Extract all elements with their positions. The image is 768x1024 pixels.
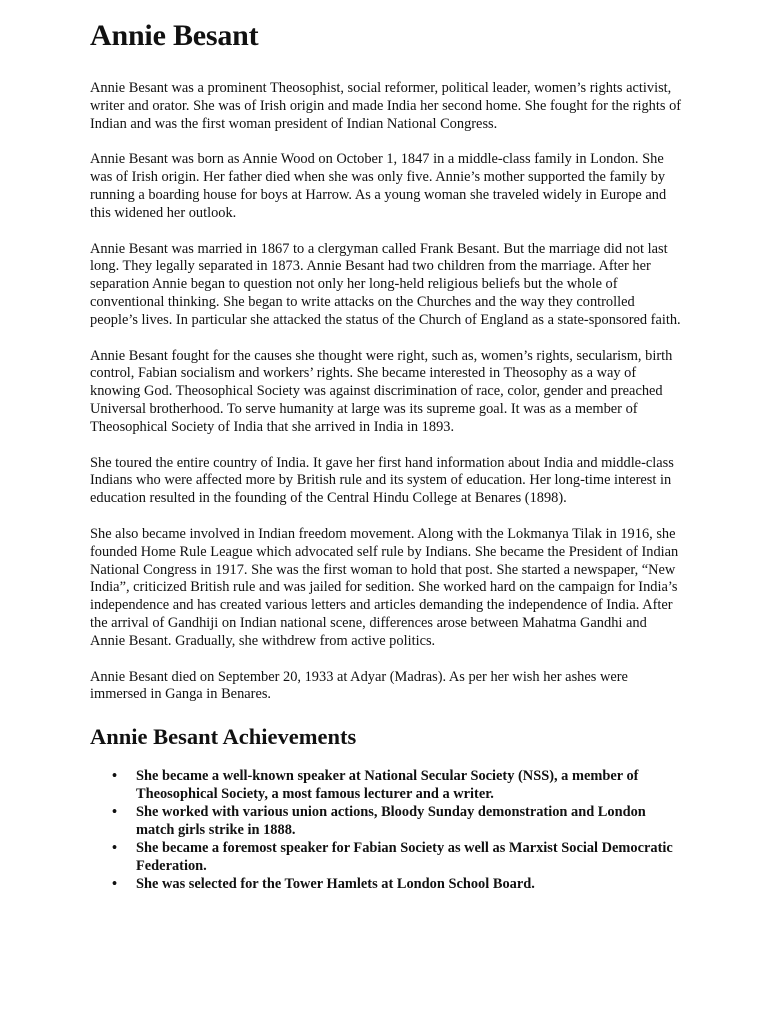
bullet-icon: •	[112, 768, 118, 785]
list-item	[90, 840, 682, 876]
paragraph-theosophy: Annie Besant fought for the causes she thought were right, such as, women’s rights, secularism, birth control, Fabian socialism and workers’ rights. She became interested in Theosophy as a way of knowing God. Theosophical Society was against discrimination of race, color, gender and preached Universal brotherhood. To serve humanity at large was its supreme goal. It was as a member of Theosophical Society of India that she arrived in India in 1893.	[90, 347, 673, 435]
list-item-text: She worked with various union actions, Bloody Sunday demonstration and London match girls strike in 1888.	[136, 804, 646, 838]
paragraph-intro: Annie Besant was a prominent Theosophist, social reformer, political leader, women’s rights activist, writer and orator. She was of Irish origin and made India her second home. She fought for the rights of Indian and was the first woman president of Indian National Congress.	[90, 80, 682, 132]
list-item	[90, 804, 682, 840]
list-item	[90, 876, 682, 894]
document-page	[90, 14, 682, 894]
paragraph-marriage: Annie Besant was married in 1867 to a clergyman called Frank Besant. But the marriage did not last long. They legally separated in 1873. Annie Besant had two children from the marriage. After her separation Annie began to question not only her long-held religious beliefs but the whole of conventional thinking. She began to write attacks on the Churches and the way they controlled people’s lives. In particular she attacked the status of the Church of England as a state-sponsored faith.	[90, 240, 681, 328]
achievements-heading: Annie Besant Achievements	[90, 724, 357, 750]
paragraph-early-life: Annie Besant was born as Annie Wood on October 1, 1847 in a middle-class family in London. She was of Irish origin. Her father died when she was only five. Annie’s mother supported the family by running a boarding house for boys at Harrow. As a young woman she traveled widely in Europe and this widened her outlook.	[90, 151, 667, 221]
bullet-icon: •	[112, 840, 118, 857]
paragraph-death: Annie Besant died on September 20, 1933 at Adyar (Madras). As per her wish her ashes were immersed in Ganga in Benares.	[90, 668, 628, 703]
bullet-icon: •	[112, 876, 118, 893]
list-item	[90, 768, 682, 804]
paragraph-india-tour: She toured the entire country of India. It gave her first hand information about India and middle-class Indians who were affected more by British rule and its system of education. Her long-time interest in education resulted in the founding of the Central Hindu College at Benares (1898).	[90, 454, 674, 507]
achievements-list	[90, 768, 682, 894]
list-item-text: She became a well-known speaker at National Secular Society (NSS), a member of Theosophical Society, a most famous lecturer and a writer.	[136, 768, 639, 802]
bullet-icon: •	[112, 804, 118, 821]
list-item-text: She was selected for the Tower Hamlets at London School Board.	[136, 876, 535, 893]
document-title: Annie Besant	[90, 19, 259, 52]
list-item-text: She became a foremost speaker for Fabian Society as well as Marxist Social Democratic Federation.	[136, 840, 673, 874]
paragraph-freedom-movement: She also became involved in Indian freedom movement. Along with the Lokmanya Tilak in 1916, she founded Home Rule League which advocated self rule by Indians. She became the President of Indian National Congress in 1917. She was the first woman to hold that post. She started a newspaper, “New India”, criticized British rule and was jailed for sedition. She worked hard on the campaign for India’s independence and has created various letters and articles demanding the independence of India. After the arrival of Gandhiji on Indian national scene, differences arose between Mahatma Gandhi and Annie Besant. Gradually, she withdrew from active politics.	[90, 525, 679, 649]
